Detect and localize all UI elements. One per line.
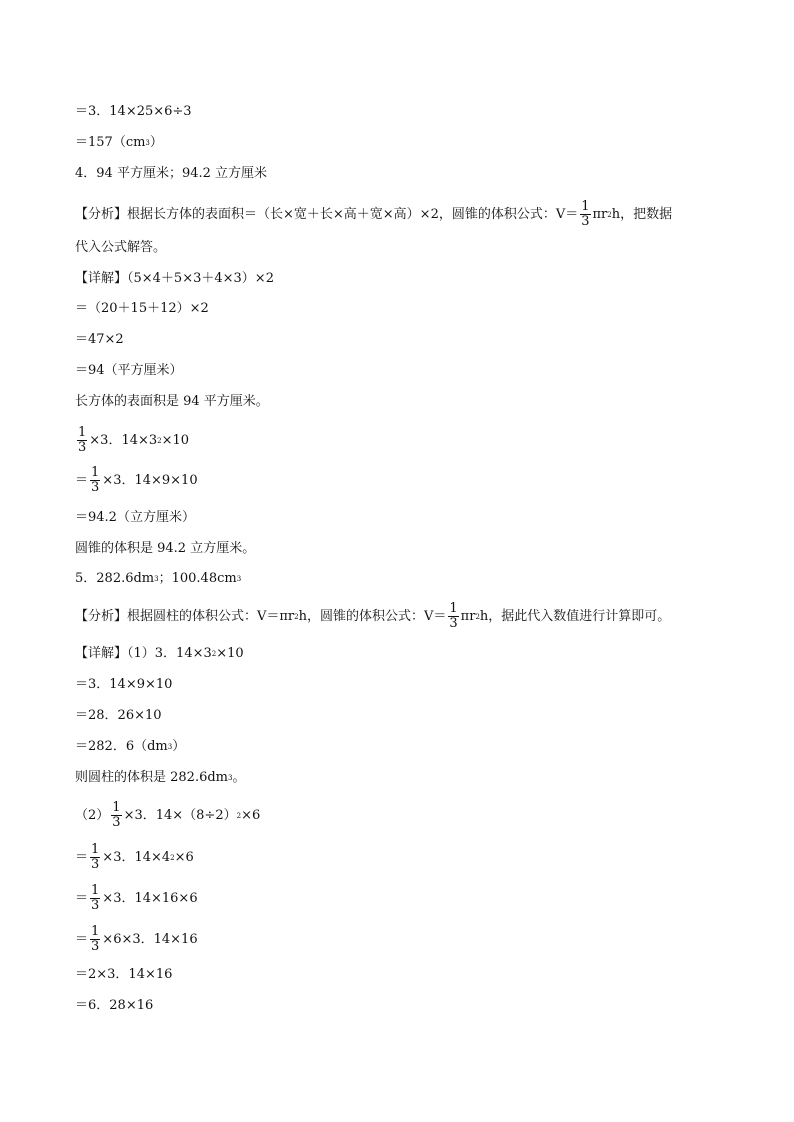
text: ＝（20＋15＋12）×2 bbox=[75, 301, 209, 316]
calc-line bbox=[75, 882, 198, 913]
fraction-denominator: 3 bbox=[581, 213, 590, 229]
fraction bbox=[90, 843, 100, 872]
calc-line bbox=[75, 330, 124, 350]
text: ＝47×2 bbox=[75, 332, 124, 347]
fraction bbox=[448, 602, 458, 631]
conclusion-line bbox=[75, 392, 269, 412]
text: ） bbox=[172, 739, 186, 754]
text: ×6 bbox=[174, 850, 194, 865]
fraction bbox=[77, 426, 87, 455]
fraction-numerator: 1 bbox=[78, 424, 87, 440]
text: 代入公式解答。 bbox=[75, 240, 167, 255]
calc-line bbox=[75, 361, 183, 381]
text: ＝28．26×10 bbox=[75, 708, 162, 723]
text: ×6×3．14×16 bbox=[102, 932, 198, 947]
text: 【分析】根据长方体的表面积＝（长×宽＋长×高＋宽×高）×2，圆锥的体积公式：V＝ bbox=[75, 207, 579, 222]
calc-line bbox=[75, 706, 162, 726]
fraction bbox=[111, 801, 121, 830]
calc-line bbox=[75, 299, 209, 319]
fraction bbox=[90, 884, 100, 913]
fraction bbox=[90, 925, 100, 954]
calc-line bbox=[75, 675, 172, 695]
calc-line: ＝ $\frac{1}{3}$ ×3．14×4 2 ×6 bbox=[75, 841, 194, 872]
calc-line: ＝282．6（dm 3 ） bbox=[75, 737, 185, 757]
conclusion-line: 则圆柱的体积是 282.6dm 3 。 bbox=[75, 768, 245, 788]
fraction-numerator: 1 bbox=[581, 198, 590, 214]
calc-line: $\frac{1}{3}$ ×3．14×3 2 ×10 bbox=[78, 424, 190, 455]
text: 5．282.6dm bbox=[75, 571, 155, 586]
text: 4．94 平方厘米；94.2 立方厘米 bbox=[75, 166, 268, 181]
text: h，把数据 bbox=[611, 207, 673, 222]
text: ＝157（cm bbox=[75, 135, 146, 150]
calc-line bbox=[75, 965, 172, 985]
calc-line bbox=[75, 923, 198, 954]
fraction bbox=[580, 200, 590, 229]
text: ＝2×3．14×16 bbox=[75, 967, 173, 982]
answer-5: 5．282.6dm 3 ；100.48cm 3 bbox=[75, 569, 241, 589]
calc-line: ＝157（cm 3 ） bbox=[75, 133, 163, 153]
text: ＝ bbox=[75, 891, 89, 906]
text: ＝94.2（立方厘米） bbox=[75, 510, 195, 525]
analysis-4-cont bbox=[75, 238, 166, 258]
text: ×10 bbox=[161, 433, 190, 448]
text: ＝ bbox=[75, 932, 89, 947]
fraction-denominator: 3 bbox=[91, 938, 100, 954]
text: ×3．14×16×6 bbox=[102, 891, 198, 906]
calc-line bbox=[75, 508, 195, 528]
calc-line bbox=[75, 996, 153, 1016]
text: πr bbox=[460, 609, 476, 624]
text: ×6 bbox=[241, 808, 261, 823]
text: 【详解】（1）3．14×3 bbox=[75, 646, 212, 661]
text: 圆锥的体积是 94.2 立方厘米。 bbox=[75, 541, 256, 556]
text: 长方体的表面积是 94 平方厘米。 bbox=[75, 394, 269, 409]
text: ＝3．14×25×6÷3 bbox=[75, 104, 192, 119]
fraction-denominator: 3 bbox=[91, 897, 100, 913]
text: h，据此代入数值进行计算即可。 bbox=[479, 609, 671, 624]
analysis-4: 【分析】根据长方体的表面积＝（长×宽＋长×高＋宽×高）×2，圆锥的体积公式：V＝ $\frac{1}{3}$ πr 2 h，把数据 bbox=[75, 198, 673, 229]
text: ×10 bbox=[216, 646, 244, 661]
text: （2） bbox=[75, 808, 110, 823]
detail-4 bbox=[75, 269, 274, 289]
fraction-denominator: 3 bbox=[112, 814, 121, 830]
text: 。 bbox=[232, 770, 246, 785]
text: ＝282．6（dm bbox=[75, 739, 168, 754]
calc-line bbox=[75, 464, 198, 495]
text: ＝3．14×9×10 bbox=[75, 677, 173, 692]
text: ×3．14×4 bbox=[102, 850, 171, 865]
fraction-numerator: 1 bbox=[91, 841, 100, 857]
fraction-numerator: 1 bbox=[91, 882, 100, 898]
text: ＝ bbox=[75, 850, 89, 865]
text: ×3．14×9×10 bbox=[102, 473, 198, 488]
fraction-numerator: 1 bbox=[91, 923, 100, 939]
text: h，圆锥的体积公式：V＝ bbox=[298, 609, 447, 624]
answer-4 bbox=[75, 164, 267, 184]
text: ×3．14×3 bbox=[89, 433, 158, 448]
analysis-5: 【分析】根据圆柱的体积公式：V＝πr 2 h，圆锥的体积公式：V＝ $\frac{1}{3}$ πr 2 h，据此代入数值进行计算即可。 bbox=[75, 600, 671, 631]
text: ＝ bbox=[75, 473, 89, 488]
fraction-denominator: 3 bbox=[78, 439, 87, 455]
calc-line bbox=[75, 102, 192, 122]
fraction-numerator: 1 bbox=[112, 799, 121, 815]
fraction-denominator: 3 bbox=[91, 856, 100, 872]
text: 【详解】（5×4＋5×3＋4×3）×2 bbox=[75, 271, 274, 286]
detail-5: 【详解】（1）3．14×3 2 ×10 bbox=[75, 644, 244, 664]
text: πr bbox=[592, 207, 608, 222]
fraction-numerator: 1 bbox=[91, 464, 100, 480]
text: ；100.48cm bbox=[158, 571, 237, 586]
text: ） bbox=[149, 135, 163, 150]
text: ×3．14×（8÷2） bbox=[123, 808, 237, 823]
text: ＝94（平方厘米） bbox=[75, 363, 183, 378]
fraction bbox=[90, 466, 100, 495]
fraction-denominator: 3 bbox=[449, 615, 458, 631]
text: 【分析】根据圆柱的体积公式：V＝πr bbox=[75, 609, 295, 624]
fraction-numerator: 1 bbox=[449, 600, 458, 616]
calc-line: （2） $\frac{1}{3}$ ×3．14×（8÷2） 2 ×6 bbox=[75, 799, 261, 830]
text: ＝6．28×16 bbox=[75, 998, 154, 1013]
conclusion-line bbox=[75, 539, 255, 559]
text: 则圆柱的体积是 282.6dm bbox=[75, 770, 228, 785]
fraction-denominator: 3 bbox=[91, 479, 100, 495]
